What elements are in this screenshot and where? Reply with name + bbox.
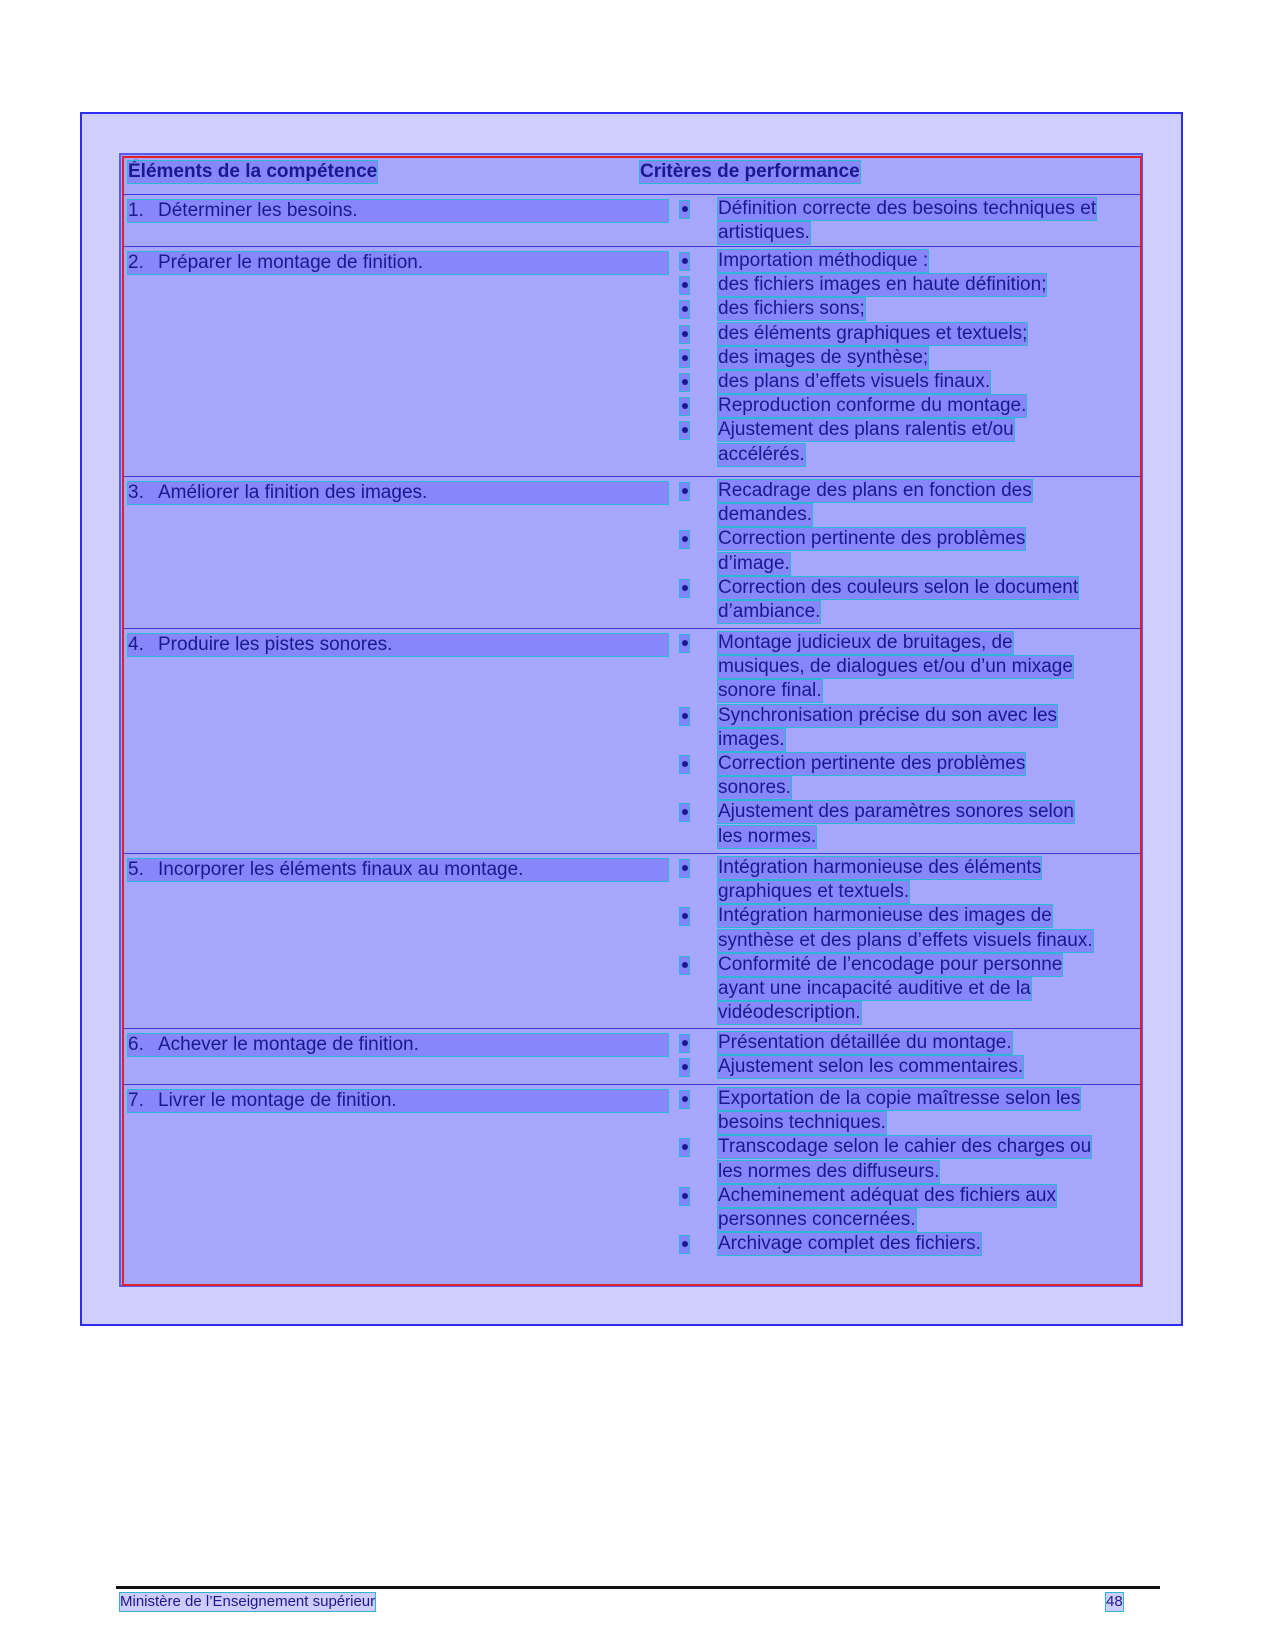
- criterion-line: Correction pertinente des problèmes: [718, 753, 1026, 774]
- bullet-icon: [680, 483, 689, 500]
- element-text: Livrer le montage de finition.: [158, 1090, 397, 1111]
- element-number: 3.: [128, 482, 144, 503]
- bullet-icon: [680, 1236, 689, 1253]
- criterion-line: vidéodescription.: [718, 1002, 861, 1024]
- bullet-icon: [680, 350, 689, 367]
- criterion-line: des images de synthèse;: [718, 346, 929, 368]
- element-text: Incorporer les éléments finaux au montage.: [158, 859, 524, 880]
- element-text: Produire les pistes sonores.: [158, 634, 393, 655]
- criterion-line: des fichiers images en haute définition;: [718, 274, 1047, 296]
- element-text: Préparer le montage de finition.: [158, 252, 424, 273]
- criterion-line: Intégration harmonieuse des images de: [718, 905, 1052, 927]
- element-text: Améliorer la finition des images.: [158, 482, 428, 503]
- criterion-line: Acheminement adéquat des fichiers aux: [718, 1184, 1056, 1206]
- element-text: Achever le montage de finition.: [158, 1034, 419, 1055]
- criterion-line: sonore final.: [718, 680, 822, 702]
- bullet-icon: [680, 398, 689, 415]
- element-number: 5.: [128, 859, 144, 880]
- element-number: 1.: [128, 200, 144, 221]
- criterion-line: images.: [718, 728, 785, 750]
- bullet-icon: [680, 301, 689, 318]
- criterion-line: sonores.: [718, 777, 791, 799]
- criterion-line: demandes.: [718, 504, 813, 526]
- competence-element: [128, 634, 668, 656]
- criterion-line: Présentation détaillée du montage.: [718, 1032, 1012, 1053]
- header-elements: Éléments de la compétence: [128, 161, 378, 182]
- criterion-line: Intégration harmonieuse des éléments: [718, 857, 1042, 878]
- bullet-icon: [680, 908, 689, 925]
- criterion-line: Transcodage selon le cahier des charges ou: [718, 1136, 1092, 1158]
- bullet-icon: [680, 1139, 689, 1156]
- competence-element: [128, 252, 668, 274]
- bullet-icon: [680, 708, 689, 725]
- bullet-icon: [680, 756, 689, 773]
- bullet-icon: [680, 1059, 689, 1076]
- element-text: Déterminer les besoins.: [158, 200, 358, 221]
- criterion-line: Recadrage des plans en fonction des: [718, 480, 1032, 501]
- criterion-line: des fichiers sons;: [718, 298, 865, 320]
- bullet-icon: [680, 804, 689, 821]
- criterion-line: artistiques.: [718, 222, 810, 244]
- criterion-line: Montage judicieux de bruitages, de: [718, 632, 1013, 653]
- bullet-icon: [680, 860, 689, 877]
- competence-element: [128, 859, 668, 881]
- criterion-line: graphiques et textuels.: [718, 881, 910, 903]
- criterion-line: musiques, de dialogues et/ou d’un mixage: [718, 656, 1073, 678]
- bullet-icon: [680, 1188, 689, 1205]
- bullet-icon: [680, 1035, 689, 1052]
- bullet-icon: [680, 374, 689, 391]
- criterion-line: Importation méthodique :: [718, 250, 929, 271]
- competence-element: [128, 1034, 668, 1056]
- criterion-line: d’image.: [718, 552, 790, 574]
- criterion-line: Correction des couleurs selon le document: [718, 576, 1079, 598]
- criterion-line: des plans d’effets visuels finaux.: [718, 371, 991, 392]
- page-number: 48: [1106, 1593, 1123, 1610]
- bullet-icon: [680, 635, 689, 652]
- competence-element: [128, 1090, 668, 1112]
- footer-divider: [116, 1586, 1160, 1589]
- element-number: 4.: [128, 634, 144, 655]
- criterion-line: Ajustement des plans ralentis et/ou: [718, 419, 1014, 441]
- bullet-icon: [680, 253, 689, 270]
- table-row-divider: [124, 1084, 1140, 1283]
- criterion-line: d’ambiance.: [718, 601, 821, 622]
- header-criteria: Critères de performance: [640, 161, 860, 182]
- criterion-line: besoins techniques.: [718, 1112, 886, 1134]
- footer-ministry: Ministère de l’Enseignement supérieur: [120, 1593, 376, 1610]
- criterion-line: personnes concernées.: [718, 1209, 916, 1230]
- bullet-icon: [680, 957, 689, 974]
- criterion-line: Synchronisation précise du son avec les: [718, 704, 1058, 726]
- criterion-line: Reproduction conforme du montage.: [718, 395, 1027, 417]
- criterion-line: Correction pertinente des problèmes: [718, 528, 1026, 550]
- criterion-line: Ajustement des paramètres sonores selon: [718, 801, 1074, 823]
- bullet-icon: [680, 277, 689, 294]
- bullet-icon: [680, 531, 689, 548]
- competence-element: [128, 482, 668, 504]
- criterion-line: Archivage complet des fichiers.: [718, 1233, 981, 1255]
- bullet-icon: [680, 580, 689, 597]
- criterion-line: Définition correcte des besoins techniques et: [718, 198, 1097, 219]
- bullet-icon: [680, 422, 689, 439]
- criterion-line: des éléments graphiques et textuels;: [718, 322, 1028, 344]
- criterion-line: les normes.: [718, 825, 817, 847]
- criterion-line: Exportation de la copie maîtresse selon les: [718, 1088, 1081, 1109]
- criterion-line: synthèse et des plans d’effets visuels finaux.: [718, 929, 1093, 951]
- bullet-icon: [680, 201, 689, 218]
- criterion-line: Ajustement selon les commentaires.: [718, 1056, 1024, 1078]
- criterion-line: les normes des diffuseurs.: [718, 1160, 940, 1182]
- criterion-line: Conformité de l’encodage pour personne: [718, 953, 1063, 975]
- bullet-icon: [680, 1091, 689, 1108]
- element-number: 7.: [128, 1090, 144, 1111]
- criterion-line: accélérés.: [718, 443, 805, 465]
- competence-element: [128, 200, 668, 222]
- criterion-line: ayant une incapacité auditive et de la: [718, 978, 1031, 999]
- bullet-icon: [680, 326, 689, 343]
- element-number: 2.: [128, 252, 144, 273]
- element-number: 6.: [128, 1034, 144, 1055]
